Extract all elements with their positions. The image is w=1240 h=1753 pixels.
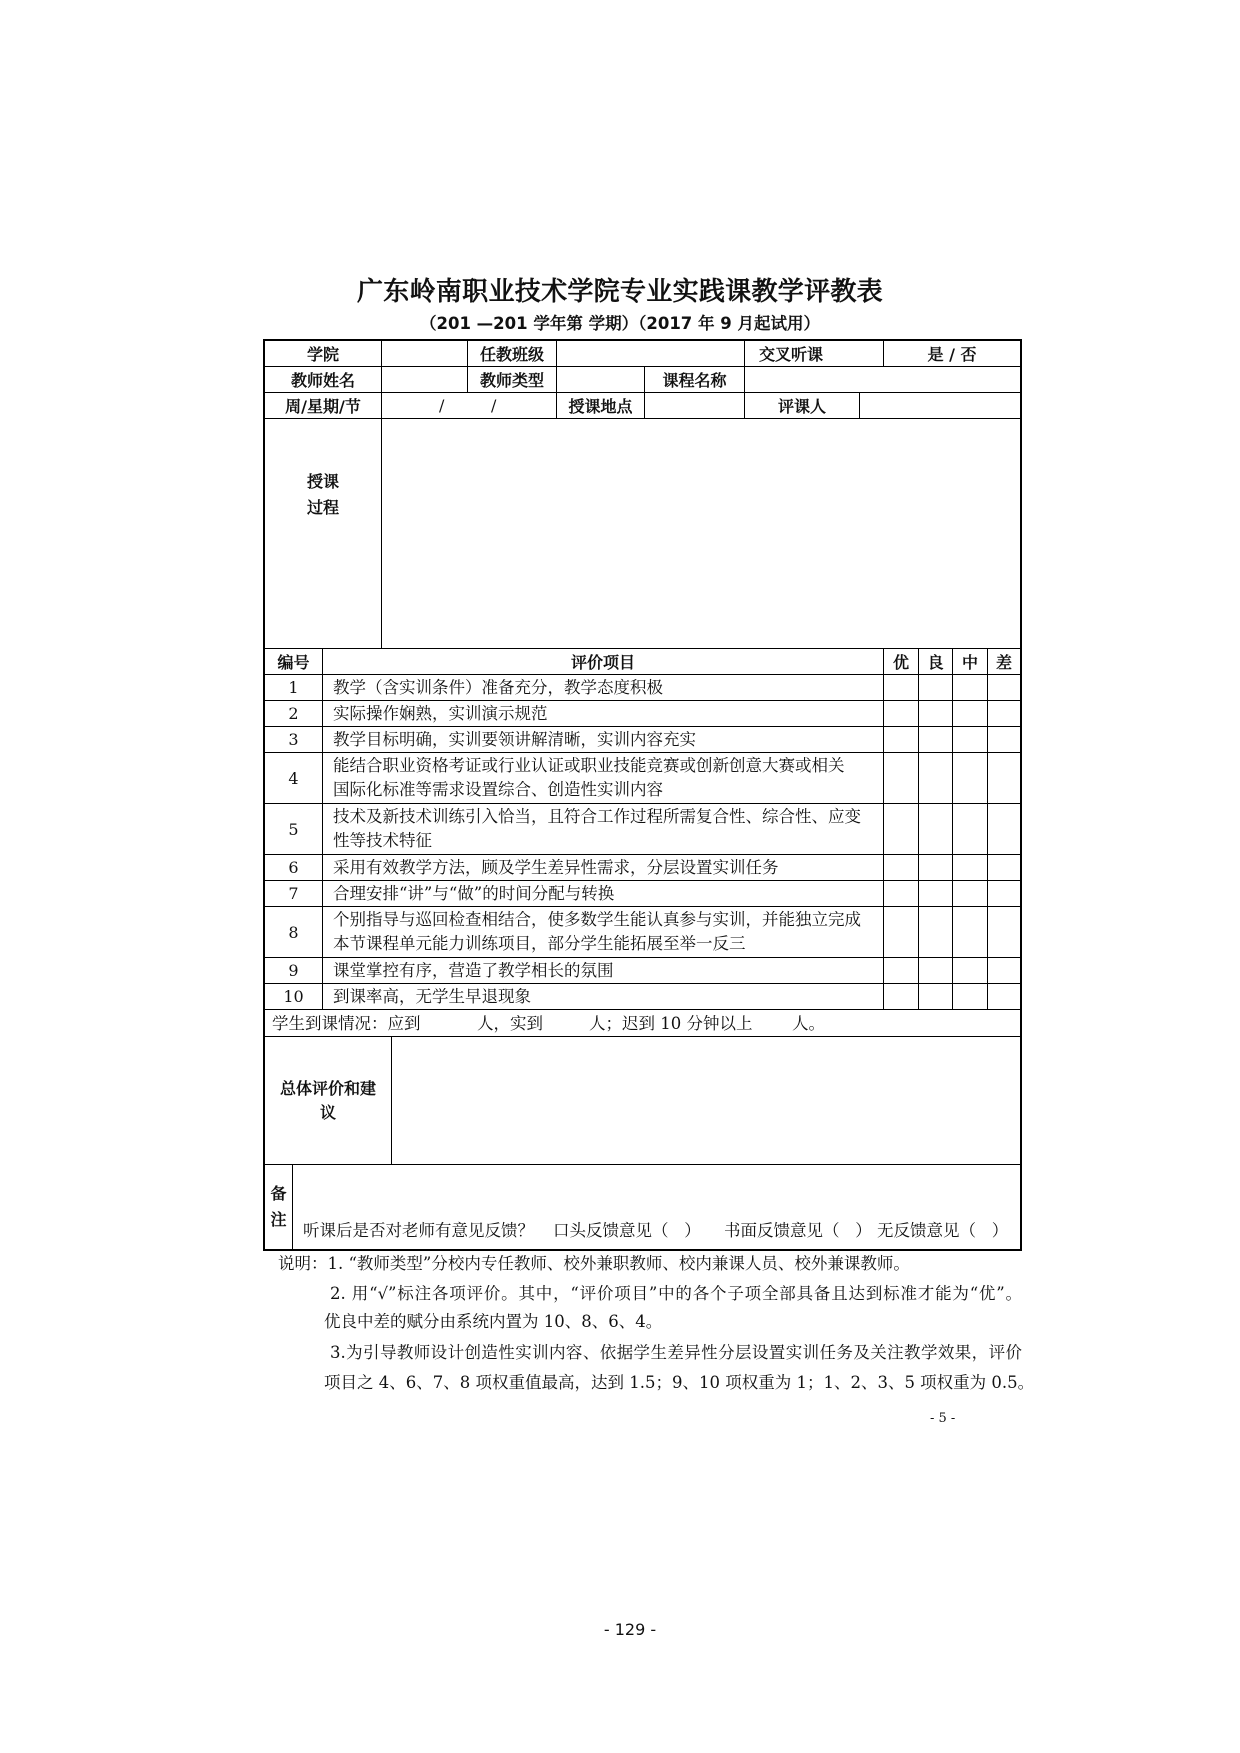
feedback-question: 听课后是否对老师有意见反馈？	[303, 1221, 534, 1240]
feedback-option-written: 书面反馈意见（ ）	[724, 1221, 872, 1240]
item-number: 10	[283, 987, 304, 1006]
teacher-name-value-cell	[381, 367, 467, 392]
item-text	[322, 958, 883, 983]
teaching-process-label-line: 过程	[306, 498, 339, 517]
item-number: 3	[288, 730, 299, 749]
grade-header-poor: 差	[987, 649, 1020, 674]
item-text	[322, 984, 883, 1009]
overall-evaluation-label	[265, 1037, 391, 1164]
college-value-cell	[381, 341, 467, 366]
evaluator-value-cell	[859, 393, 1020, 418]
evaluation-row	[265, 701, 1020, 727]
cross-listening-options: 是 / 否	[883, 341, 1020, 366]
grade-good-cell	[918, 753, 952, 803]
grade-poor-cell	[987, 727, 1020, 752]
grade-excellent-cell	[883, 675, 918, 700]
attendance-text: 人，实到	[477, 1014, 543, 1033]
grade-poor-cell	[987, 984, 1020, 1009]
item-text-line: 个别指导与巡回检查相结合，使多数学生能认真参与实训，并能独立完成	[333, 910, 861, 929]
feedback-option-oral: 口头反馈意见（ ）	[553, 1221, 701, 1240]
item-number: 4	[288, 768, 299, 788]
grade-excellent-cell	[883, 727, 918, 752]
info-row-teacher	[265, 367, 1020, 393]
evaluation-header-row	[265, 649, 1020, 675]
evaluation-row	[265, 984, 1020, 1010]
evaluation-row	[265, 804, 1020, 855]
teaching-process-row	[265, 419, 1020, 649]
grade-excellent-cell	[883, 804, 918, 854]
grade-header-fair: 中	[952, 649, 987, 674]
item-number: 5	[288, 819, 299, 839]
teacher-type-label: 教师类型	[467, 367, 556, 392]
grade-poor-cell	[987, 907, 1020, 957]
info-row-college	[265, 341, 1020, 367]
teaching-process-content-area	[381, 419, 1020, 648]
grade-poor-cell	[987, 855, 1020, 880]
grade-fair-cell	[952, 881, 987, 906]
grade-fair-cell	[952, 984, 987, 1009]
item-text	[322, 881, 883, 906]
grade-good-cell	[918, 804, 952, 854]
item-text-line: 教学（含实训条件）准备充分，教学态度积极	[333, 677, 663, 697]
remarks-content	[292, 1165, 1020, 1249]
grade-poor-cell	[987, 753, 1020, 803]
grade-good-cell	[918, 907, 952, 957]
grade-fair-cell	[952, 675, 987, 700]
grade-poor-cell	[987, 958, 1020, 983]
item-text-line: 采用有效教学方法，顾及学生差异性需求，分层设置实训任务	[333, 857, 779, 877]
item-number: 6	[288, 858, 299, 877]
grade-good-cell	[918, 701, 952, 726]
item-header: 评价项目	[322, 649, 883, 674]
college-label: 学院	[306, 345, 339, 364]
grade-fair-cell	[952, 958, 987, 983]
grade-good-cell	[918, 958, 952, 983]
overall-evaluation-content-area	[391, 1037, 1020, 1164]
teacher-name-label: 教师姓名	[290, 371, 355, 390]
class-label: 任教班级	[467, 341, 556, 366]
location-value-cell	[644, 393, 744, 418]
class-value-cell	[556, 341, 744, 366]
item-text-line: 本节课程单元能力训练项目，部分学生能拓展至举一反三	[333, 934, 746, 953]
schedule-separator: /	[439, 396, 445, 415]
evaluation-row	[265, 753, 1020, 804]
grade-good-cell	[918, 727, 952, 752]
item-text-line: 实际操作娴熟，实训演示规范	[333, 703, 548, 723]
item-number: 8	[288, 922, 299, 942]
grade-header-good: 良	[918, 649, 952, 674]
grade-good-cell	[918, 984, 952, 1009]
evaluation-row	[265, 907, 1020, 958]
evaluation-row	[265, 881, 1020, 907]
item-number: 1	[288, 678, 299, 697]
item-text-line: 技术及新技术训练引入恰当，且符合工作过程所需复合性、综合性、应变	[333, 807, 861, 826]
evaluation-row	[265, 855, 1020, 881]
grade-excellent-cell	[883, 881, 918, 906]
grade-poor-cell	[987, 881, 1020, 906]
number-header: 编号	[277, 653, 310, 672]
info-row-schedule	[265, 393, 1020, 419]
grade-fair-cell	[952, 727, 987, 752]
evaluation-row	[265, 958, 1020, 984]
remarks-row	[265, 1165, 1020, 1249]
grade-excellent-cell	[883, 701, 918, 726]
schedule-separator: /	[491, 396, 497, 415]
grade-good-cell	[918, 675, 952, 700]
grade-poor-cell	[987, 675, 1020, 700]
attendance-row	[265, 1010, 1020, 1037]
note-line: 项目之 4、6、7、8 项权重值最高，达到 1.5；9、10 项权重为 1；1、2、3、5 项权重为 0.5。	[324, 1373, 1035, 1392]
grade-fair-cell	[952, 907, 987, 957]
grade-fair-cell	[952, 855, 987, 880]
item-text	[322, 727, 883, 752]
evaluation-row	[265, 675, 1020, 701]
item-text-line: 合理安排“讲”与“做”的时间分配与转换	[333, 883, 615, 903]
teacher-type-value-cell	[556, 367, 644, 392]
overall-evaluation-row	[265, 1037, 1020, 1165]
grade-header-excellent: 优	[883, 649, 918, 674]
grade-excellent-cell	[883, 984, 918, 1009]
grade-excellent-cell	[883, 855, 918, 880]
item-text-line: 国际化标准等需求设置综合、创造性实训内容	[333, 780, 663, 799]
form-subtitle: （201 —201 学年第 学期）（2017 年 9 月起试用）	[419, 314, 820, 333]
note-line: 优良中差的赋分由系统内置为 10、8、6、4。	[324, 1312, 663, 1331]
course-name-value-cell	[744, 367, 1020, 392]
grade-excellent-cell	[883, 753, 918, 803]
inner-page-number: - 5 -	[930, 1411, 956, 1426]
schedule-label: 周/星期/节	[285, 397, 361, 416]
item-number: 9	[288, 961, 299, 980]
grade-good-cell	[918, 855, 952, 880]
cross-listening-label: 交叉听课	[744, 341, 883, 366]
note-line: 说明：1. “教师类型”分校内专任教师、校外兼职教师、校内兼课人员、校外兼课教师。	[278, 1254, 910, 1273]
grade-fair-cell	[952, 701, 987, 726]
attendance-text: 人。	[792, 1014, 825, 1033]
evaluation-form-table	[263, 339, 1022, 1251]
item-text	[322, 675, 883, 700]
item-text-line: 课堂掌控有序，营造了教学相长的氛围	[333, 960, 614, 980]
evaluator-label: 评课人	[744, 393, 859, 418]
note-line: 2. 用“√”标注各项评价。其中，“评价项目”中的各个子项全部具备且达到标准才能为“优”。	[330, 1284, 1022, 1303]
schedule-value-cell	[381, 393, 556, 418]
grade-fair-cell	[952, 804, 987, 854]
item-text	[322, 701, 883, 726]
item-text	[322, 804, 883, 854]
item-text-line: 性等技术特征	[333, 831, 432, 850]
note-line: 3.为引导教师设计创造性实训内容、依据学生差异性分层设置实训任务及关注教学效果，评价	[330, 1343, 1022, 1362]
item-text	[322, 907, 883, 957]
form-title: 广东岭南职业技术学院专业实践课教学评教表	[356, 277, 883, 307]
remarks-label-text: 备注	[270, 1184, 287, 1229]
evaluation-row	[265, 727, 1020, 753]
remarks-label	[265, 1165, 292, 1249]
course-name-label: 课程名称	[644, 367, 744, 392]
feedback-option-none: 无反馈意见（ ）	[877, 1221, 1009, 1240]
attendance-text: 学生到课情况：应到	[272, 1014, 421, 1033]
item-text-line: 能结合职业资格考证或行业认证或职业技能竞赛或创新创意大赛或相关	[333, 756, 845, 775]
location-label: 授课地点	[556, 393, 644, 418]
item-text-line: 教学目标明确，实训要领讲解清晰，实训内容充实	[333, 729, 696, 749]
grade-poor-cell	[987, 804, 1020, 854]
overall-evaluation-label-text: 总体评价和建议	[279, 1078, 376, 1122]
attendance-text: 人；迟到 10 分钟以上	[589, 1014, 753, 1033]
teaching-process-label	[265, 419, 381, 648]
page-number: - 129 -	[603, 1620, 657, 1639]
item-number: 7	[288, 884, 299, 903]
grade-excellent-cell	[883, 907, 918, 957]
item-text	[322, 753, 883, 803]
grade-excellent-cell	[883, 958, 918, 983]
item-text	[322, 855, 883, 880]
teaching-process-label-line: 授课	[306, 472, 339, 491]
grade-fair-cell	[952, 753, 987, 803]
grade-poor-cell	[987, 701, 1020, 726]
grade-good-cell	[918, 881, 952, 906]
item-number: 2	[288, 704, 299, 723]
item-text-line: 到课率高，无学生早退现象	[333, 986, 531, 1006]
